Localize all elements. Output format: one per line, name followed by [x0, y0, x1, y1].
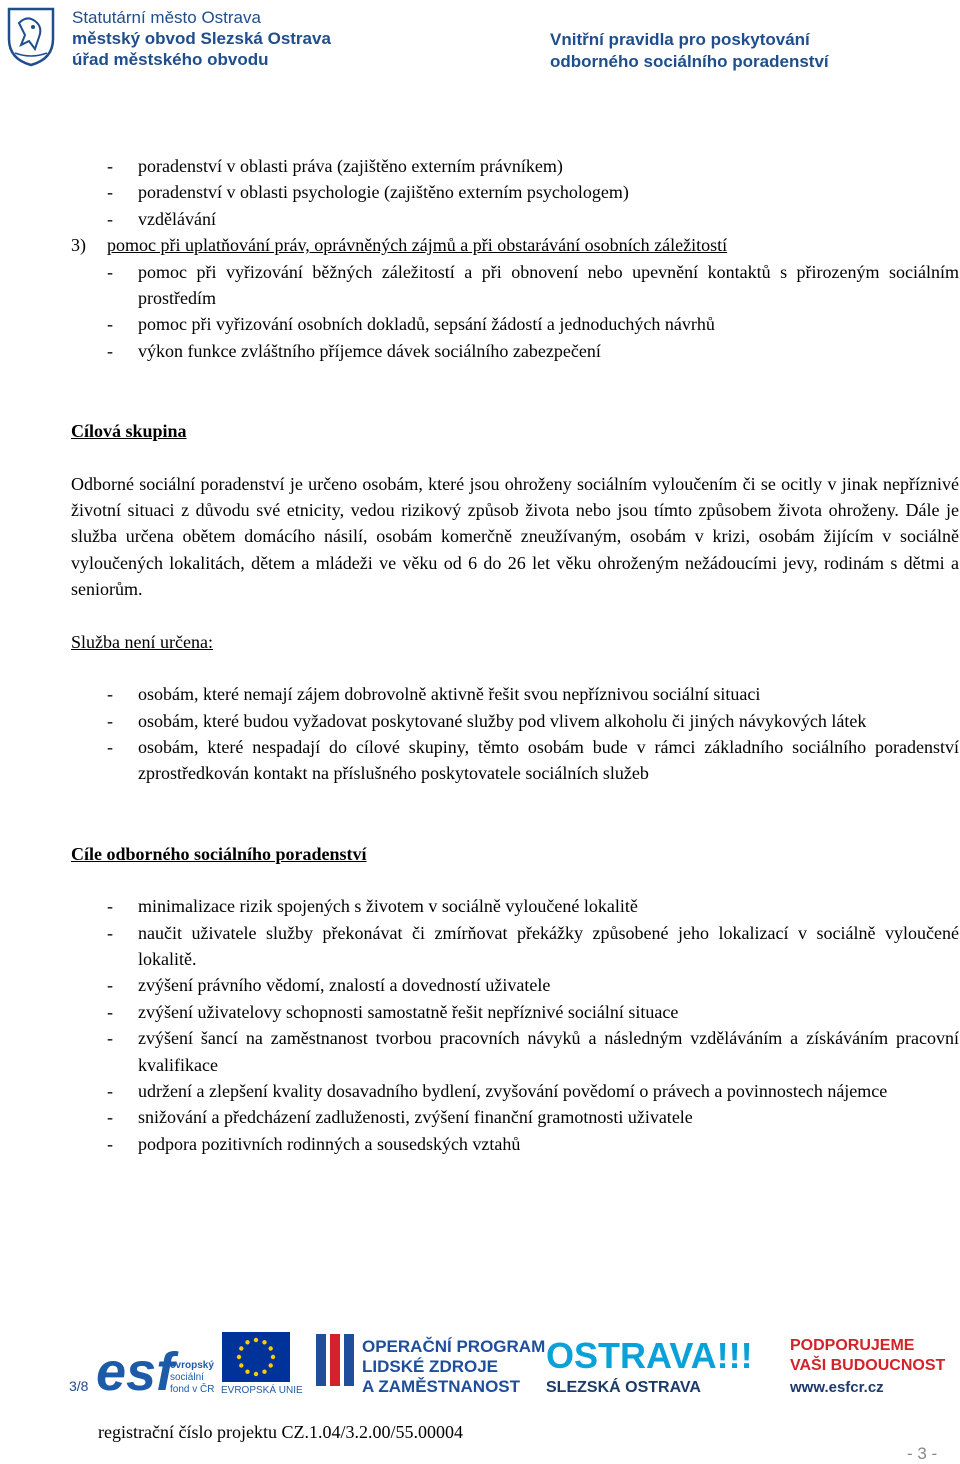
eu-star-icon [245, 1340, 249, 1344]
support-logo [789, 1337, 945, 1396]
eu-star-icon [239, 1346, 243, 1350]
eu-flag-logo [221, 1332, 303, 1396]
header-office: úřad městského obvodu [72, 50, 269, 69]
list-dash: - [107, 1028, 113, 1049]
list-dash: - [107, 156, 113, 176]
list-dash: - [107, 736, 113, 757]
svg-text:SLEZSKÁ OSTRAVA: SLEZSKÁ OSTRAVA [546, 1379, 701, 1396]
list-item: - pomoc při vyřizování osobních dokladů, sepsání žádostí a jednoduchých návrhů [71, 311, 959, 337]
list-dash: - [107, 208, 113, 229]
svg-text:PODPORUJEME: PODPORUJEME [790, 1337, 915, 1354]
eu-star-icon [237, 1355, 241, 1359]
svg-text:OPERAČNÍ PROGRAM: OPERAČNÍ PROGRAM [362, 1337, 546, 1356]
list-dash: - [107, 1001, 113, 1022]
list-dash: - [107, 182, 113, 203]
list-item: - pomoc při vyřizování běžných záležitostí a při obnovení nebo upevnění kontaktů s přirozeným sociálním prostředím [71, 259, 959, 312]
eu-star-icon [262, 1340, 266, 1344]
header-district: městský obvod Slezská Ostrava [72, 29, 331, 48]
list-dash: - [107, 896, 113, 917]
eu-star-icon [271, 1355, 275, 1359]
section-3-title: 3) pomoc při uplatňování práv, oprávněných zájmů a při obstarávání osobních záležitostí [71, 235, 728, 256]
svg-text:VAŠI BUDOUCNOST: VAŠI BUDOUCNOST [790, 1357, 946, 1374]
list-dash: - [107, 314, 113, 335]
footer-logo-strip [0, 1326, 960, 1406]
op-lzz-logo [316, 1334, 545, 1396]
header-title-line1: Vnitřní pravidla pro poskytování [550, 30, 810, 49]
list-dash: - [107, 684, 113, 705]
svg-text:www.esfcr.cz: www.esfcr.cz [790, 1379, 884, 1396]
list-item: - osobám, které budou vyžadovat poskytované služby pod vlivem alkoholu či jiných návykových látek [71, 708, 959, 734]
list-item: - naučit uživatele služby překonávat či zmírňovat překážky způsobené jeho lokalizací v sociálně vyloučené lokalitě. [71, 920, 959, 973]
list-dash: - [107, 710, 113, 731]
list-dash: - [107, 1080, 113, 1101]
list-item: - vzdělávání [71, 206, 959, 232]
svg-text:A ZAMĚSTNANOST: A ZAMĚSTNANOST [362, 1377, 521, 1396]
list-item: - poradenství v oblasti práva (zajištěno externím právníkem) [71, 153, 959, 179]
list-dash: - [107, 340, 113, 361]
list-dash: - [107, 1107, 113, 1128]
header-city: Statutární město Ostrava [72, 8, 261, 27]
goals-heading: Cíle odborného sociálního poradenství [71, 843, 367, 864]
list-item: - zvýšení šancí na zaměstnanost tvorbou pracovních návyků a následným vzděláváním a získáváním pracovní kvalifikace [71, 1025, 959, 1078]
svg-text:OSTRAVA!!!: OSTRAVA!!! [546, 1335, 753, 1376]
header-municipality [72, 7, 331, 70]
target-group-paragraph: Odborné sociální poradenství je určeno osobám, které jsou ohroženy sociálním vyloučením či se ocitly v jinak nepříznivé životní situaci z důvodu své etnicity, vedou rizikový způsob života nebo jsou tímto způsobem života ohroženy. Dále je služba určena obětem domácího násilí, osobám komerčně zneužívaným, osobám v krizi, osobám žijícím v sociálně vyloučených lokalitách, dětem a mládeži ve věku od 6 do 26 let věku ohroženým nežádoucími jevy, rodinám s dětmi a seniorům. [71, 473, 959, 600]
svg-text:sociální: sociální [170, 1372, 204, 1383]
list-item: - snižování a předcházení zadluženosti, zvýšení finanční gramotnosti uživatele [71, 1104, 959, 1130]
list-item: - udržení a zlepšení kvality dosavadního bydlení, zvyšování povědomí o právech a povinnostech nájemce [71, 1078, 959, 1104]
esf-logo [96, 1342, 214, 1402]
eu-star-icon [239, 1363, 243, 1367]
page-indicator-small: 3/8 [69, 1378, 89, 1394]
list-item: - podpora pozitivních rodinných a sousedských vztahů [71, 1131, 959, 1157]
svg-text:EVROPSKÁ UNIE: EVROPSKÁ UNIE [221, 1385, 303, 1396]
eu-star-icon [262, 1370, 266, 1374]
list-item: - osobám, které nemají zájem dobrovolně aktivně řešit svou nepříznivou sociální situaci [71, 681, 959, 707]
list-item: - minimalizace rizik spojených s životem v sociálně vyloučené lokalitě [71, 893, 959, 919]
header-title-line2: odborného sociálního poradenství [550, 52, 829, 71]
eu-star-icon [245, 1370, 249, 1374]
list-dash: - [107, 1133, 113, 1154]
svg-text:fond v ČR: fond v ČR [170, 1384, 215, 1395]
registration-number: registrační číslo projektu CZ.1.04/3.2.00/55.00004 [98, 1422, 463, 1442]
list-item: - výkon funkce zvláštního příjemce dávek sociálního zabezpečení [71, 338, 959, 364]
list-dash: - [107, 261, 113, 282]
document-body [71, 153, 959, 1157]
list-dash: - [107, 975, 113, 996]
eu-star-icon [254, 1372, 258, 1376]
svg-text:LIDSKÉ ZDROJE: LIDSKÉ ZDROJE [362, 1357, 499, 1376]
eu-star-icon [269, 1346, 273, 1350]
page-number: - 3 - [907, 1444, 938, 1463]
list-item: - osobám, které nespadají do cílové skupiny, těmto osobám bude v rámci základního sociálního poradenství zprostředkován kontakt na příslušného poskytovatele sociálních služeb [71, 734, 959, 787]
target-group-heading: Cílová skupina [71, 421, 187, 442]
header-document-title [550, 29, 829, 73]
ostrava-logo [546, 1335, 753, 1396]
eu-star-icon [269, 1363, 273, 1367]
city-crest-icon [5, 5, 57, 67]
list-item: - zvýšení právního vědomí, znalostí a dovedností uživatele [71, 972, 959, 998]
svg-text:evropský: evropský [170, 1360, 214, 1371]
list-item: - zvýšení uživatelovy schopnosti samostatně řešit nepříznivé sociální situace [71, 999, 959, 1025]
eu-star-icon [254, 1338, 258, 1342]
list-dash: - [107, 922, 113, 943]
svg-text:esf: esf [96, 1342, 175, 1402]
not-for-heading: Služba není určena: [71, 631, 213, 652]
list-item: - poradenství v oblasti psychologie (zajištěno externím psychologem) [71, 179, 959, 205]
